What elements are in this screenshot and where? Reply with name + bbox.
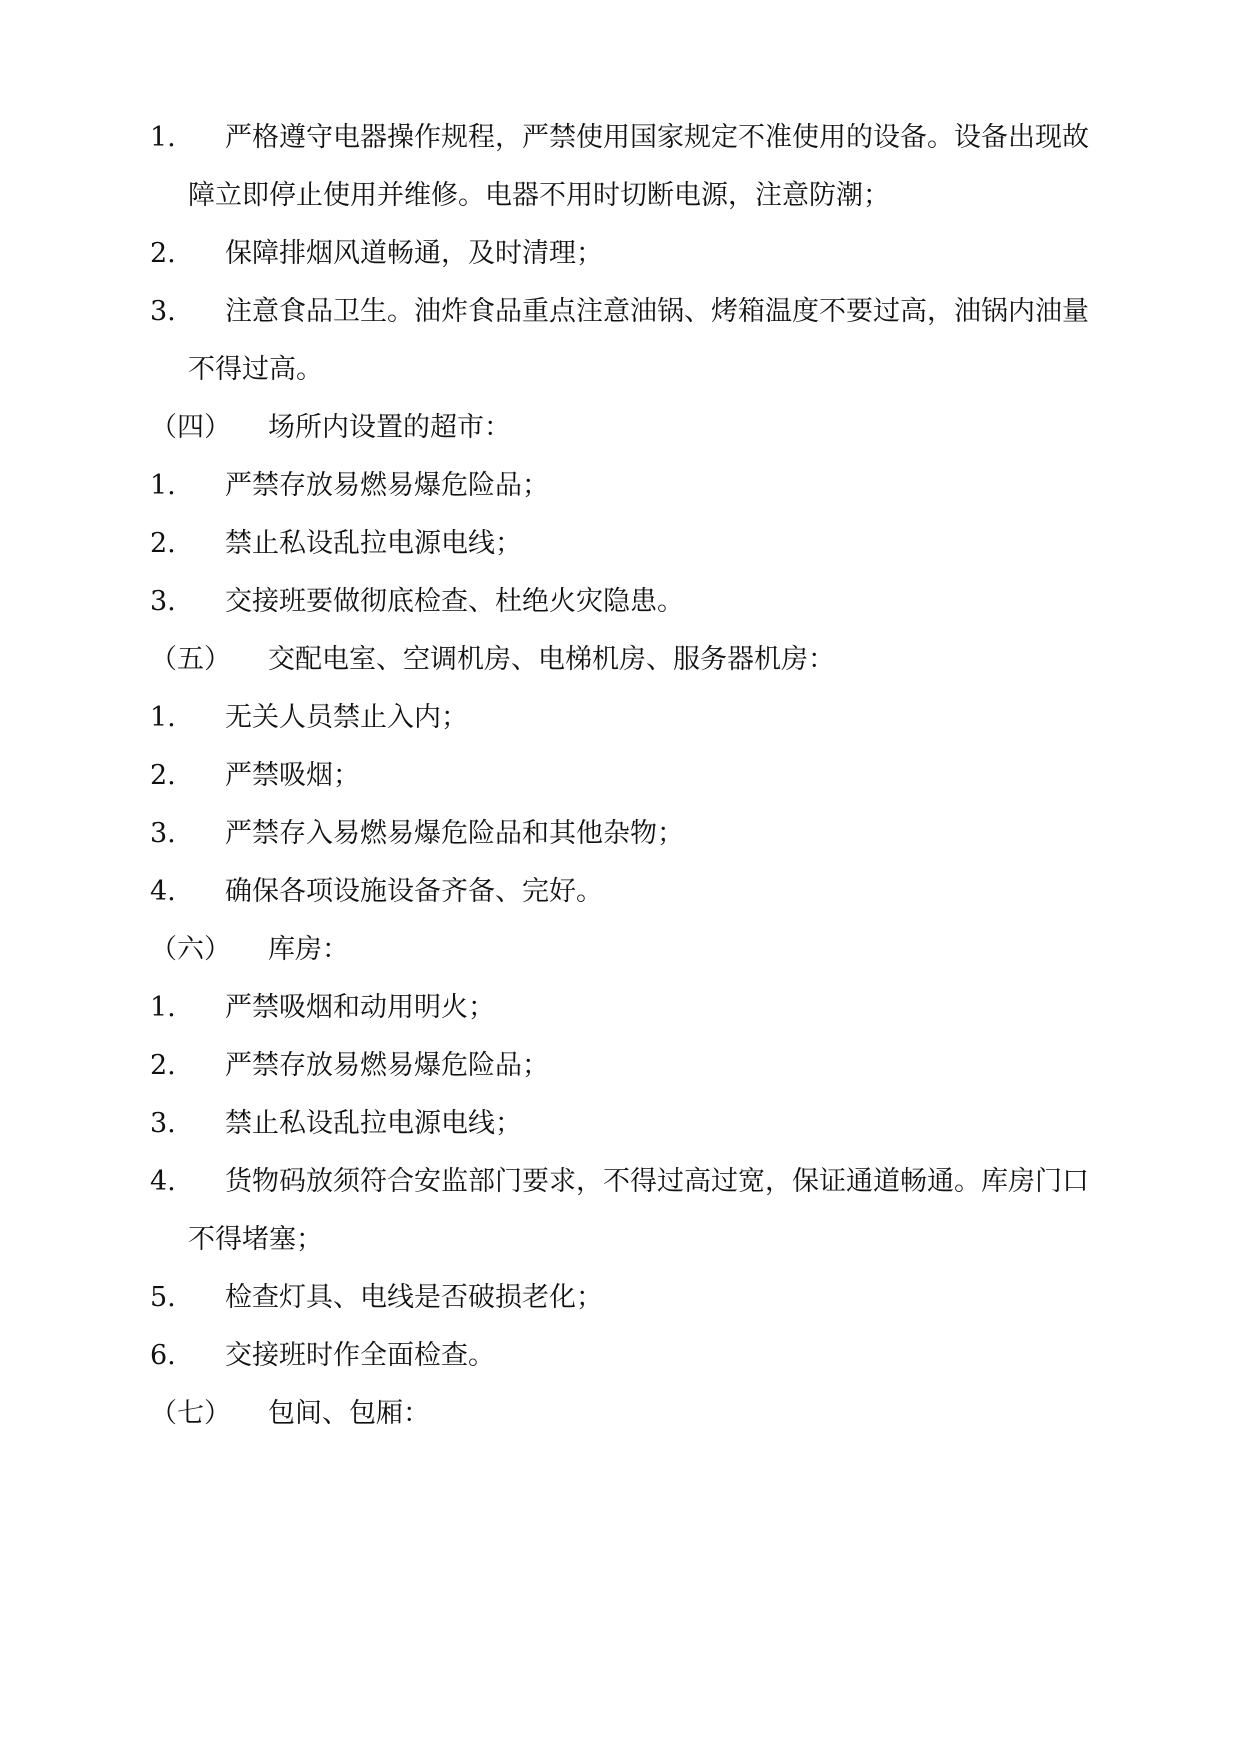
list-item-number: 1. bbox=[150, 992, 176, 1023]
list-item-number: 5. bbox=[150, 1282, 176, 1313]
list-item-number: 1. bbox=[150, 470, 176, 501]
list-item-text: 严禁存放易燃易爆危险品； bbox=[225, 1050, 549, 1081]
list-item-number: 1. bbox=[150, 702, 176, 733]
list-item-number: 3. bbox=[150, 586, 176, 617]
list-item-text: 货物码放须符合安监部门要求，不得过高过宽，保证通道畅通。库房门口 bbox=[225, 1166, 1089, 1197]
list-item-number: 6. bbox=[150, 1340, 176, 1371]
list-item-text: 确保各项设施设备齐备、完好。 bbox=[225, 876, 603, 907]
list-item-text-continued: 不得堵塞； bbox=[188, 1224, 323, 1255]
list-item-number: 4. bbox=[150, 876, 176, 907]
list-item-text: 交接班时作全面检查。 bbox=[225, 1340, 495, 1371]
section-number: （六） bbox=[150, 934, 231, 965]
section-number: （七） bbox=[150, 1398, 231, 1429]
list-item-text: 严禁存入易燃易爆危险品和其他杂物； bbox=[225, 818, 684, 849]
list-item-number: 2. bbox=[150, 760, 176, 791]
list-item-text: 禁止私设乱拉电源电线； bbox=[225, 1108, 522, 1139]
list-item-number: 2. bbox=[150, 238, 176, 269]
section-title: 包间、包厢： bbox=[268, 1398, 430, 1429]
list-item-number: 2. bbox=[150, 528, 176, 559]
section-number: （五） bbox=[150, 644, 231, 675]
section-title: 场所内设置的超市： bbox=[268, 412, 511, 443]
list-item-text: 严禁吸烟； bbox=[225, 760, 360, 791]
list-item-text: 严禁吸烟和动用明火； bbox=[225, 992, 495, 1023]
list-item-text: 严格遵守电器操作规程，严禁使用国家规定不准使用的设备。设备出现故 bbox=[225, 122, 1089, 153]
section-title: 交配电室、空调机房、电梯机房、服务器机房： bbox=[268, 644, 835, 675]
list-item-text: 无关人员禁止入内； bbox=[225, 702, 468, 733]
list-item-text: 严禁存放易燃易爆危险品； bbox=[225, 470, 549, 501]
list-item-number: 1. bbox=[150, 122, 176, 153]
list-item-number: 3. bbox=[150, 296, 176, 327]
list-item-text-continued: 不得过高。 bbox=[188, 354, 323, 385]
list-item-text: 注意食品卫生。油炸食品重点注意油锅、烤箱温度不要过高，油锅内油量 bbox=[225, 296, 1089, 327]
list-item-text: 检查灯具、电线是否破损老化； bbox=[225, 1282, 603, 1313]
list-item-number: 4. bbox=[150, 1166, 176, 1197]
list-item-text: 禁止私设乱拉电源电线； bbox=[225, 528, 522, 559]
section-number: （四） bbox=[150, 412, 231, 443]
list-item-number: 3. bbox=[150, 818, 176, 849]
list-item-text-continued: 障立即停止使用并维修。电器不用时切断电源，注意防潮； bbox=[188, 180, 890, 211]
list-item-text: 保障排烟风道畅通，及时清理； bbox=[225, 238, 603, 269]
list-item-number: 3. bbox=[150, 1108, 176, 1139]
list-item-number: 2. bbox=[150, 1050, 176, 1081]
list-item-text: 交接班要做彻底检查、杜绝火灾隐患。 bbox=[225, 586, 684, 617]
section-title: 库房： bbox=[268, 934, 349, 965]
